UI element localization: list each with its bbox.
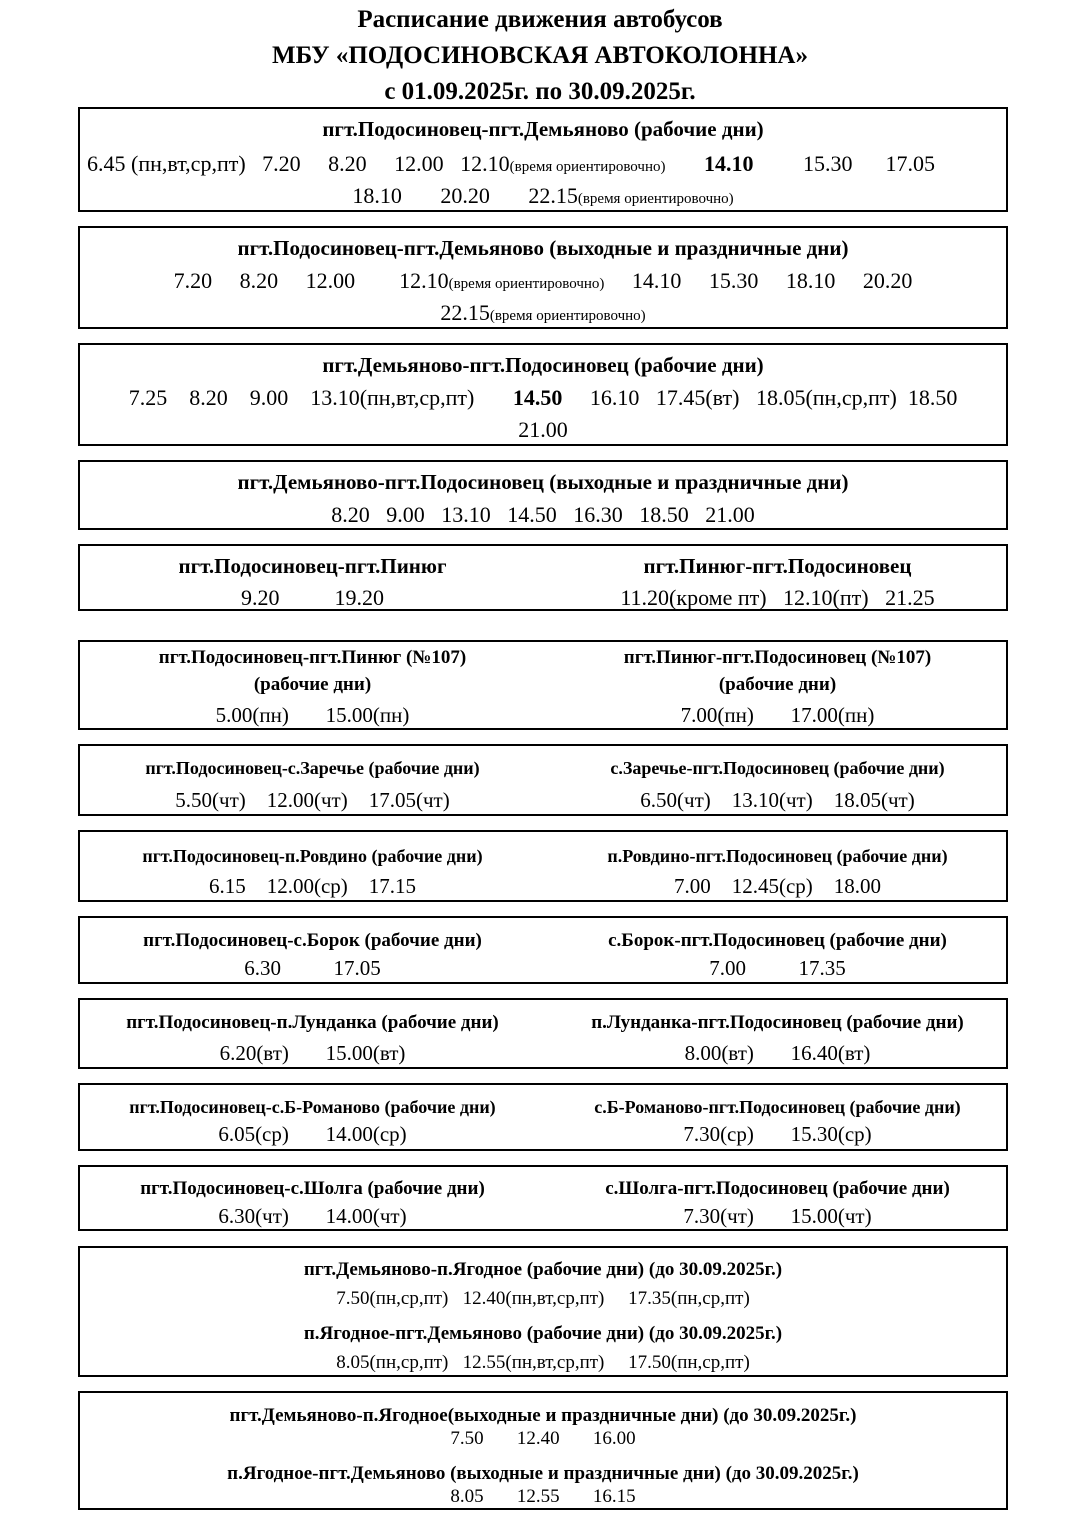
time: 12.10 <box>460 151 510 176</box>
time: 6.45 (пн,вт,ср,пт) <box>87 151 246 176</box>
approximate-note: (время ориентировочно) <box>448 276 605 292</box>
schedule-block-sholga <box>78 1165 1008 1231</box>
departure-times-left: 6.15 12.00(ср) 17.15 <box>208 874 417 898</box>
time: 14.10 <box>631 268 682 293</box>
time: 22.15 <box>440 300 490 325</box>
time: 21.00 <box>518 417 568 442</box>
time: 16.10 <box>589 385 640 410</box>
route-title: пгт.Подосиновец-пгт.Демьяново (выходные и праздничные дни) <box>237 236 849 260</box>
departure-times: 7.50(пн,ср,пт) 12.40(пн,вт,ср,пт) 17.35(пн,ср,пт) <box>336 1288 750 1309</box>
departure-times-left: 6.20(вт) 15.00(вт) <box>219 1041 406 1065</box>
route-subtitle-right: (рабочие дни) <box>718 674 837 695</box>
departure-times-right: 7.30(ср) 15.30(ср) <box>683 1122 872 1146</box>
time: 7.25 <box>128 385 168 410</box>
departure-times <box>80 268 1006 294</box>
time: 15.30 <box>708 268 759 293</box>
route-title-right: с.Б-Романово-пгт.Подосиновец (рабочие дни) <box>594 1097 961 1117</box>
schedule-block-lundanka <box>78 998 1008 1069</box>
route-title-right: пгт.Пинюг-пгт.Подосиновец <box>643 554 912 578</box>
departure-times-right: 6.50(чт) 13.10(чт) 18.05(чт) <box>640 788 915 812</box>
departure-times: 7.50 12.40 16.00 <box>450 1428 636 1449</box>
page-title-line1: Расписание движения автобусов <box>357 6 723 33</box>
approximate-note: (время ориентировочно) <box>489 308 646 324</box>
time: 8.20 <box>189 385 228 410</box>
departure-times <box>87 151 1006 177</box>
time: 20.20 <box>440 183 490 208</box>
route-title-left: пгт.Подосиновец-пгт.Пинюг <box>178 554 447 578</box>
time: 9.00 <box>249 385 289 410</box>
departure-times-right: 7.00(пн) 17.00(пн) <box>680 703 875 727</box>
departure-times <box>80 385 1006 411</box>
schedule-block-demyanovo-podosinovets-weekdays <box>78 343 1008 446</box>
departure-times-right: 7.00 12.45(ср) 18.00 <box>673 874 882 898</box>
schedule-block-yagodnoe-holidays <box>78 1391 1008 1510</box>
time: 12.00 <box>394 151 444 176</box>
time: 18.05(пн,ср,пт) <box>755 385 897 410</box>
route-title-right: пгт.Пинюг-пгт.Подосиновец (№107) <box>623 647 932 668</box>
departure-times-return: 8.05(пн,ср,пт) 12.55(пн,вт,ср,пт) 17.50(пн,ср,пт) <box>336 1352 750 1373</box>
page-title-line2: МБУ «ПОДОСИНОВСКАЯ АВТОКОЛОННА» <box>272 42 808 69</box>
time: 13.10(пн,вт,ср,пт) <box>310 385 475 410</box>
time: 12.00 <box>305 268 356 293</box>
schedule-block-pinyug <box>78 544 1008 611</box>
route-title: пгт.Демьяново-пгт.Подосиновец (выходные и праздничные дни) <box>237 470 849 494</box>
departure-times-right: 11.20(кроме пт) 12.10(пт) 21.25 <box>620 585 935 610</box>
departure-times: 8.20 9.00 13.10 14.50 16.30 18.50 21.00 <box>331 502 755 527</box>
time: 18.50 <box>907 385 958 410</box>
time-highlighted: 14.10 <box>704 151 754 176</box>
route-title-right: с.Шолга-пгт.Подосиновец (рабочие дни) <box>605 1178 950 1199</box>
route-title: пгт.Демьяново-пгт.Подосиновец (рабочие дни) <box>322 353 764 377</box>
route-title-right: с.Заречье-пгт.Подосиновец (рабочие дни) <box>610 758 945 778</box>
route-title-left: пгт.Подосиновец-с.Борок (рабочие дни) <box>143 930 482 951</box>
route-title-left: пгт.Подосиновец-с.Шолга (рабочие дни) <box>140 1178 485 1199</box>
schedule-block-podosinovets-demyanovo-holidays <box>78 226 1008 329</box>
schedule-block-demyanovo-podosinovets-holidays <box>78 460 1008 530</box>
route-subtitle-left: (рабочие дни) <box>253 674 372 695</box>
time: 17.05 <box>885 151 935 176</box>
departure-times-right: 8.00(вт) 16.40(вт) <box>684 1041 871 1065</box>
approximate-note: (время ориентировочно) <box>509 159 666 175</box>
departure-times-left: 6.30 17.05 <box>244 956 381 980</box>
time: 8.20 <box>328 151 367 176</box>
time: 18.10 <box>785 268 836 293</box>
time: 7.20 <box>262 151 301 176</box>
route-title-left: пгт.Подосиновец-п.Ровдино (рабочие дни) <box>142 846 483 866</box>
time: 18.10 <box>352 183 402 208</box>
route-title: пгт.Демьяново-п.Ягодное(выходные и праздничные дни) (до 30.09.2025г.) <box>229 1405 857 1426</box>
approximate-note: (время ориентировочно) <box>577 191 734 207</box>
departure-times-left: 6.30(чт) 14.00(чт) <box>218 1204 407 1228</box>
departure-times-left: 5.50(чт) 12.00(чт) 17.05(чт) <box>175 788 450 812</box>
departure-times-return: 8.05 12.55 16.15 <box>450 1486 636 1507</box>
departure-times-row2 <box>80 183 1006 209</box>
time: 17.45(вт) <box>655 385 740 410</box>
time: 15.30 <box>803 151 853 176</box>
schedule-block-yagodnoe-weekdays <box>78 1246 1008 1377</box>
time-highlighted: 14.50 <box>512 385 563 410</box>
route-title: пгт.Подосиновец-пгт.Демьяново (рабочие дни) <box>322 117 764 141</box>
schedule-block-zarechye <box>78 744 1008 816</box>
departure-times-row2 <box>80 417 1006 443</box>
departure-times-left: 9.20 19.20 <box>241 585 384 610</box>
departure-times-right: 7.30(чт) 15.00(чт) <box>683 1204 872 1228</box>
route-title-right: п.Лунданка-пгт.Подосиновец (рабочие дни) <box>591 1012 964 1033</box>
schedule-block-borok <box>78 916 1008 984</box>
route-title: пгт.Демьяново-п.Ягодное (рабочие дни) (до 30.09.2025г.) <box>303 1259 783 1280</box>
schedule-block-rovdino <box>78 830 1008 902</box>
departure-times-left: 6.05(ср) 14.00(ср) <box>218 1122 407 1146</box>
departure-times-right: 7.00 17.35 <box>709 956 846 980</box>
schedule-block-podosinovets-demyanovo-weekdays <box>78 107 1008 212</box>
time: 12.10 <box>399 268 449 293</box>
departure-times-row2 <box>80 300 1006 326</box>
schedule-block-b-romanovo <box>78 1083 1008 1151</box>
time: 8.20 <box>239 268 279 293</box>
time: 22.15 <box>528 183 578 208</box>
schedule-block-pinyug-107 <box>78 640 1008 730</box>
time: 7.20 <box>173 268 213 293</box>
route-title-left: пгт.Подосиновец-с.Б-Романово (рабочие дни) <box>129 1097 496 1117</box>
route-title-right: с.Борок-пгт.Подосиновец (рабочие дни) <box>608 930 947 951</box>
route-title-left: пгт.Подосиновец-пгт.Пинюг (№107) <box>158 647 467 668</box>
time: 20.20 <box>862 268 913 293</box>
route-title-return: п.Ягодное-пгт.Демьяново (выходные и праздничные дни) (до 30.09.2025г.) <box>227 1463 859 1484</box>
route-title-left: пгт.Подосиновец-с.Заречье (рабочие дни) <box>145 758 480 778</box>
departure-times-left: 5.00(пн) 15.00(пн) <box>215 703 410 727</box>
route-title-right: п.Ровдино-пгт.Подосиновец (рабочие дни) <box>607 846 948 866</box>
route-title-return: п.Ягодное-пгт.Демьяново (рабочие дни) (до 30.09.2025г.) <box>303 1323 783 1344</box>
route-title-left: пгт.Подосиновец-п.Лунданка (рабочие дни) <box>126 1012 499 1033</box>
page-title-period: с 01.09.2025г. по 30.09.2025г. <box>384 78 696 105</box>
